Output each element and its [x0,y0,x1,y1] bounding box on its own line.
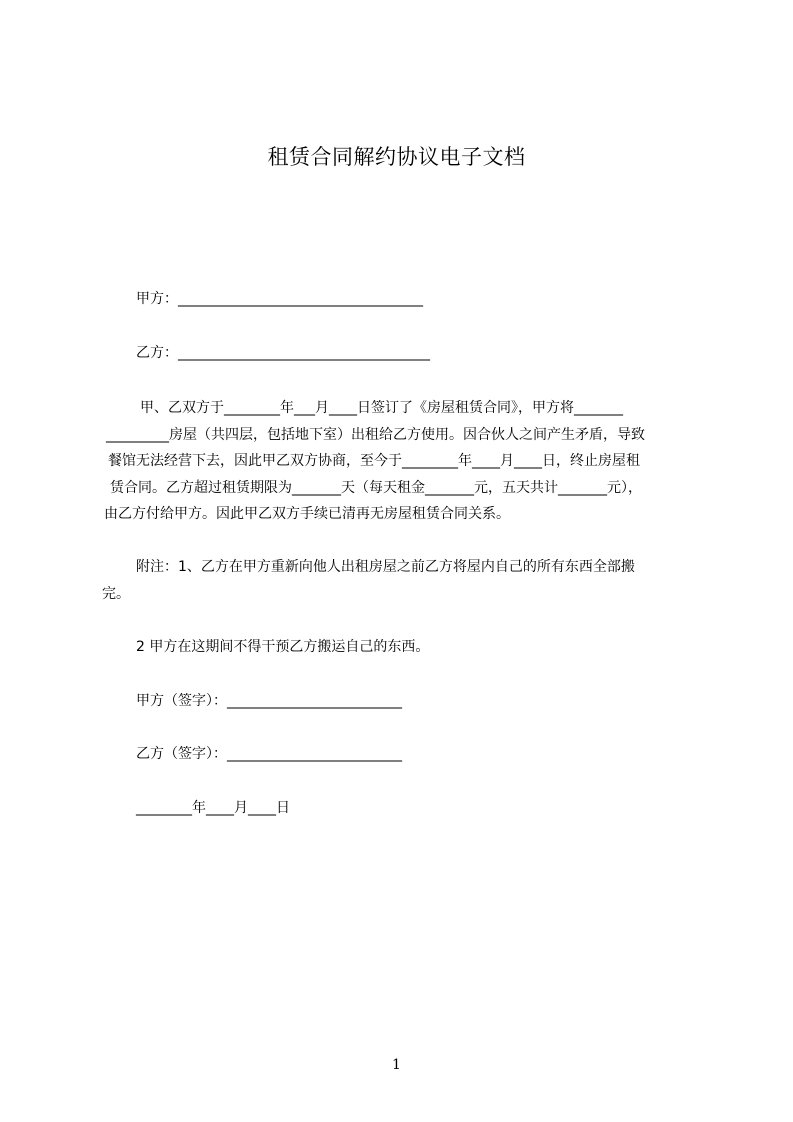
paragraph-line: 甲、乙双方于________年___月____日签订了《房屋租赁合同》，甲方将_______ [140,400,623,416]
main-paragraph [104,395,714,528]
document-title: 租赁合同解约协议电子文档 [267,145,526,169]
paragraph-line: _________房屋（共四层，包括地下室）出租给乙方使用。因合伙人之间产生矛盾，导致 [106,426,645,443]
note-paragraph [104,554,724,607]
party-a-line: 甲方：___________________________________ [136,291,423,307]
note-item-2: 2 甲方在这期间不得干预乙方搬运自己的东西。 [136,639,430,655]
note-line: 完。 [102,585,130,602]
date-line: ________年____月____日 [136,800,290,816]
party-a-signature-line: 甲方（签字）：_________________________ [136,693,402,709]
page-number: 1 [392,1057,401,1073]
paragraph-line: 赁合同。乙方超过租赁期限为_______天（每天租金_______元，五天共计_______元）， [110,479,642,496]
paragraph-line: 餐馆无法经营下去，因此甲乙双方协商，至今于________年____月____日，终止房屋租 [108,453,640,469]
note-line: 附注：1、乙方在甲方重新向他人出租房屋之前乙方将屋内自己的所有东西全部搬 [136,559,635,575]
party-b-signature-line: 乙方（签字）：_________________________ [136,746,402,762]
paragraph-line: 由乙方付给甲方。因此甲乙双方手续已清再无房屋租赁合同关系。 [104,506,510,522]
party-b-line: 乙方：____________________________________ [136,345,430,361]
